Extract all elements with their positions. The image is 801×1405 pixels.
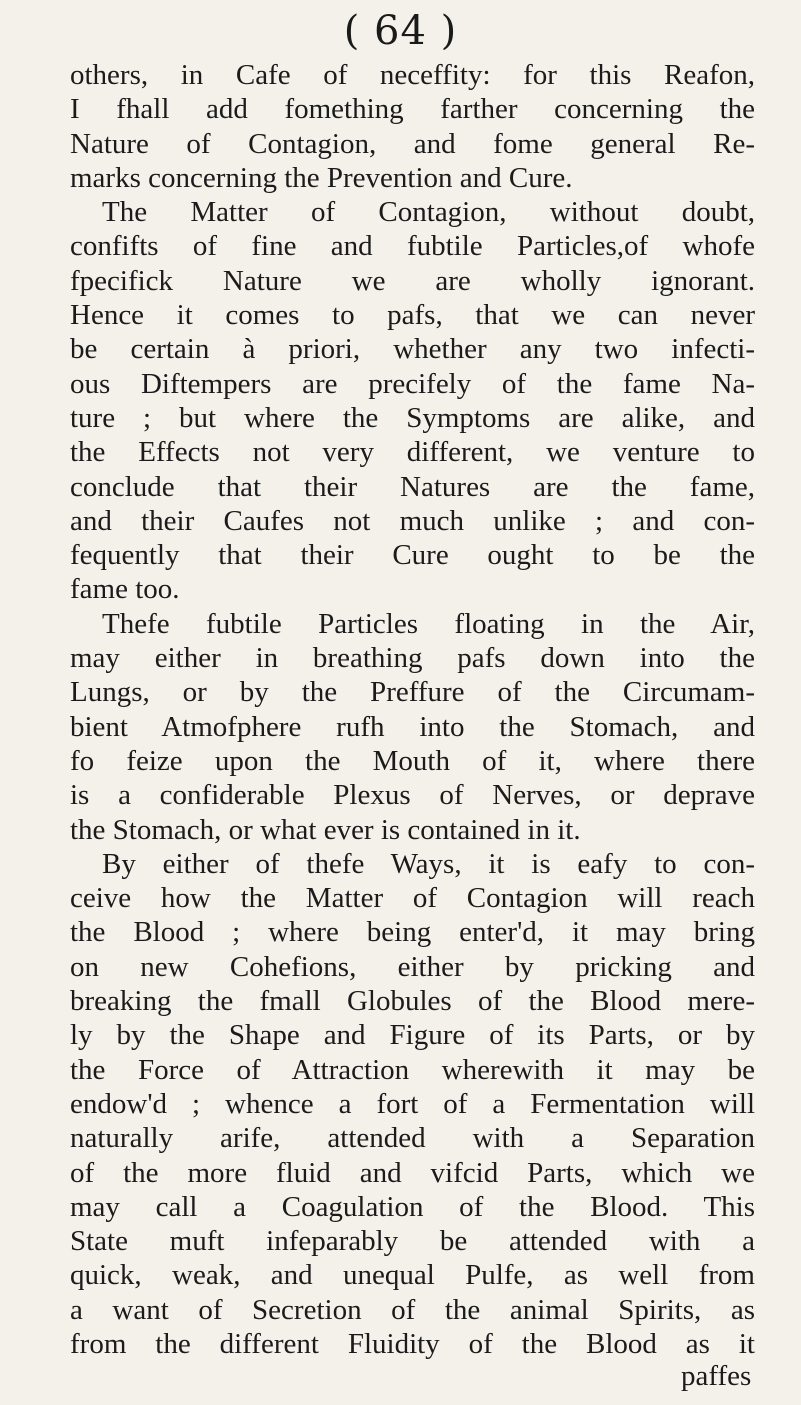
text-line: Hence it comes to pafs, that we can never [70, 299, 755, 332]
text-line: Lungs, or by the Preffure of the Circumam- [70, 676, 755, 709]
text-line: bient Atmofphere rufh into the Stomach, and [70, 710, 755, 743]
text-line: The Matter of Contagion, without doubt, [102, 196, 755, 229]
text-line: a want of Secretion of the animal Spirits, as [70, 1293, 755, 1326]
text-line: State muft infeparably be attended with a [70, 1225, 755, 1258]
text-line: on new Cohefions, either by pricking and [70, 950, 755, 983]
text-line: others, in Cafe of neceffity: for this Reafon, [70, 59, 755, 91]
text-line: ous Diftempers are precifely of the fame Na- [70, 367, 755, 400]
text-line: may either in breathing pafs down into the [70, 642, 755, 675]
text-line: the Stomach, or what ever is contained in it. [70, 813, 581, 846]
text-line: By either of thefe Ways, it is eafy to con- [102, 847, 755, 880]
text-line: ly by the Shape and Figure of its Parts, or by [70, 1019, 755, 1052]
text-line: Nature of Contagion, and fome general Re- [70, 127, 755, 160]
text-line: breaking the fmall Globules of the Blood mere- [70, 985, 755, 1018]
text-line: Thefe fubtile Particles floating in the Air, [102, 607, 755, 640]
text-line: be certain à priori, whether any two infecti- [70, 333, 755, 366]
text-line: quick, weak, and unequal Pulfe, as well from [70, 1259, 755, 1292]
text-line: marks concerning the Prevention and Cure. [70, 161, 573, 194]
text-line: from the different Fluidity of the Blood as it [70, 1327, 755, 1360]
page-number: ( 64 ) [343, 8, 458, 54]
text-line: is a confiderable Plexus of Nerves, or deprave [70, 779, 755, 812]
text-line: ceive how the Matter of Contagion will reach [70, 882, 755, 915]
catchword: paffes [681, 1360, 752, 1392]
text-line: conclude that their Natures are the fame, [70, 470, 755, 503]
text-line: the Effects not very different, we venture to [70, 436, 755, 469]
text-line: fo feize upon the Mouth of it, where there [70, 744, 755, 777]
text-line: may call a Coagulation of the Blood. This [70, 1190, 755, 1223]
text-line: the Force of Attraction wherewith it may be [70, 1053, 755, 1086]
text-line: of the more fluid and vifcid Parts, which we [70, 1156, 755, 1189]
body-text [70, 58, 755, 1361]
text-line: confifts of fine and fubtile Particles,of whofe [70, 230, 755, 263]
text-line: I fhall add fomething farther concerning the [70, 93, 755, 126]
text-line: fequently that their Cure ought to be the [70, 539, 755, 572]
text-line: ture ; but where the Symptoms are alike, and [70, 401, 755, 434]
text-line: naturally arife, attended with a Separation [70, 1122, 755, 1155]
text-line: fame too. [70, 573, 180, 606]
text-line: endow'd ; whence a fort of a Fermentation will [70, 1087, 755, 1120]
text-line: fpecifick Nature we are wholly ignorant. [70, 264, 755, 297]
text-line: the Blood ; where being enter'd, it may bring [70, 916, 755, 949]
text-line: and their Caufes not much unlike ; and con- [70, 504, 755, 537]
